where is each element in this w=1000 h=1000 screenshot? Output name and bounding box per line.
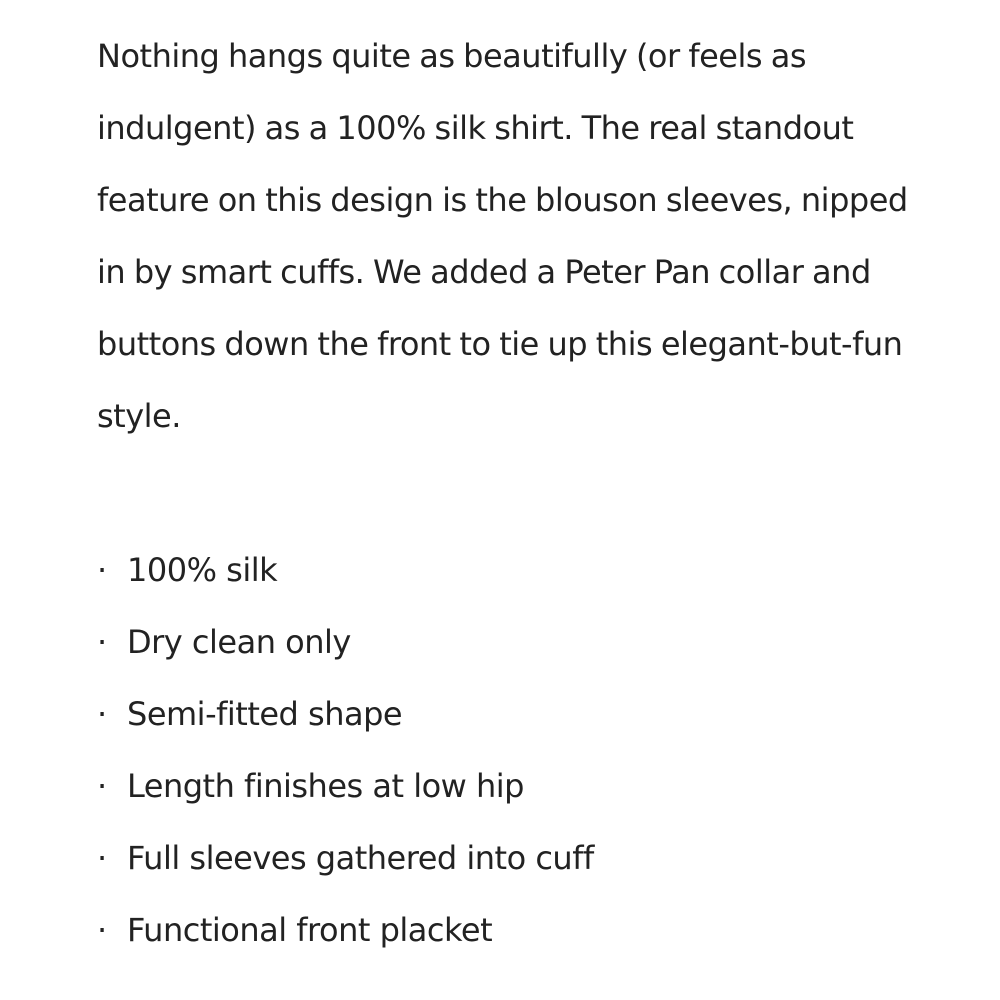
feature-text: Functional front placket (127, 911, 493, 949)
feature-item (97, 750, 594, 822)
feature-list (97, 534, 594, 966)
bullet-icon: · (97, 911, 107, 949)
feature-text: Full sleeves gathered into cuff (127, 839, 594, 877)
feature-text: Length finishes at low hip (127, 767, 524, 805)
bullet-icon: · (97, 551, 107, 589)
feature-item (97, 822, 594, 894)
bullet-icon: · (97, 623, 107, 661)
bullet-icon: · (97, 839, 107, 877)
feature-item (97, 678, 594, 750)
feature-item (97, 606, 594, 678)
bullet-icon: · (97, 767, 107, 805)
feature-text: Dry clean only (127, 623, 351, 661)
feature-text: 100% silk (127, 551, 278, 589)
feature-item (97, 894, 594, 966)
product-description: Nothing hangs quite as beautifully (or feels as indulgent) as a 100% silk shirt. The real standout feature on this design is the blouson sleeves, nipped in by smart cuffs. We added a Peter Pan collar and buttons down the front to tie up this elegant-but-fun style. (97, 37, 908, 435)
feature-text: Semi-fitted shape (127, 695, 403, 733)
feature-item (97, 534, 594, 606)
bullet-icon: · (97, 695, 107, 733)
